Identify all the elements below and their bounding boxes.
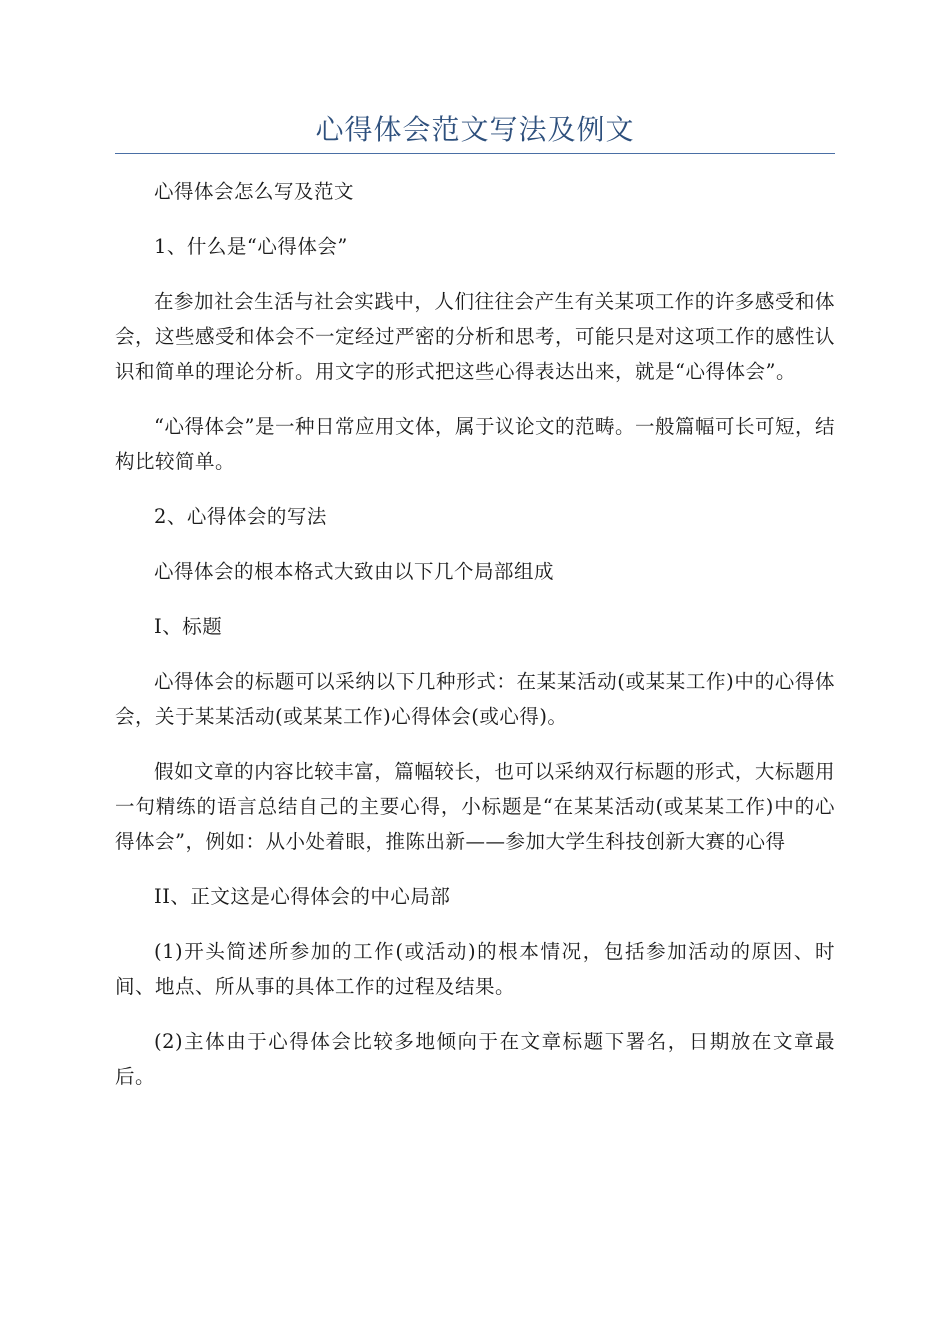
paragraph-opening: (1)开头简述所参加的工作(或活动)的根本情况，包括参加活动的原因、时间、地点、所从事的具体工作的过程及结果。 [115, 940, 835, 998]
paragraph-genre: “心得体会”是一种日常应用文体，属于议论文的范畴。一般篇幅可长可短，结构比较简单。 [115, 415, 835, 473]
paragraph-section-1-heading: 1、什么是“心得体会” [154, 235, 348, 258]
paragraph-title-forms: 心得体会的标题可以采纳以下几种形式：在某某活动(或某某工作)中的心得体会，关于某某活动(或某某工作)心得体会(或心得)。 [115, 670, 835, 728]
paragraph-definition: 在参加社会生活与社会实践中，人们往往会产生有关某项工作的许多感受和体会，这些感受和体会不一定经过严密的分析和思考，可能只是对这项工作的感性认识和简单的理论分析。用文字的形式把这些心得表达出来，就是“心得体会”。 [115, 290, 836, 383]
paragraph-format-intro: 心得体会的根本格式大致由以下几个局部组成 [154, 560, 555, 583]
document-title: 心得体会范文写法及例文 [315, 113, 635, 146]
paragraph-heading-intro: 心得体会怎么写及范文 [154, 180, 355, 203]
paragraph-section-2-heading: 2、心得体会的写法 [154, 505, 327, 528]
paragraph-main-body: (2)主体由于心得体会比较多地倾向于在文章标题下署名，日期放在文章最后。 [115, 1030, 835, 1088]
document-body [115, 174, 835, 1114]
paragraph-double-title: 假如文章的内容比较丰富，篇幅较长，也可以采纳双行标题的形式，大标题用一句精练的语言总结自己的主要心得，小标题是“在某某活动(或某某工作)中的心得体会”，例如：从小处着眼，推陈出新——参加大学生科技创新大赛的心得 [115, 760, 835, 853]
paragraph-title-heading: I、标题 [154, 615, 223, 638]
title-divider [115, 153, 835, 154]
paragraph-body-heading: II、正文这是心得体会的中心局部 [154, 885, 451, 908]
